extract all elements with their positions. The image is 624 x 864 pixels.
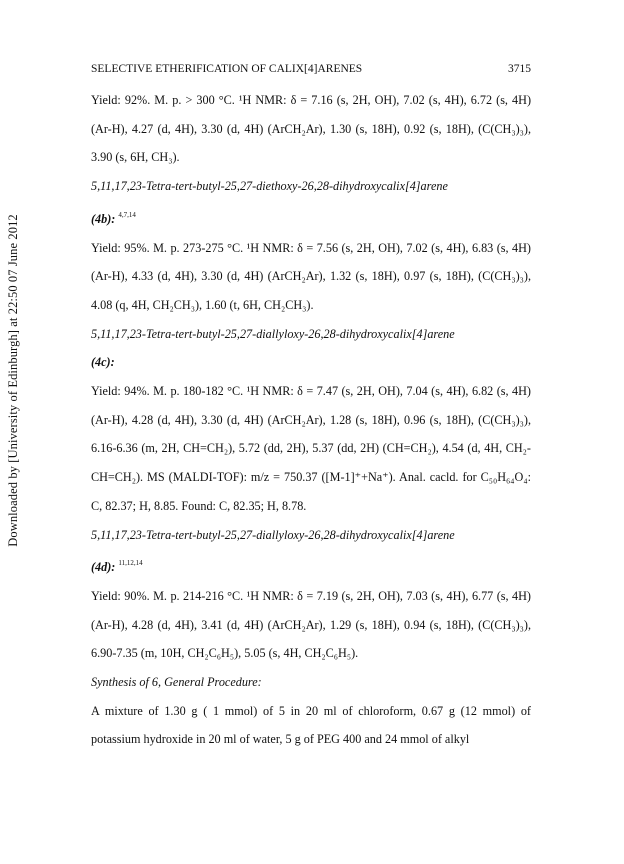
paragraph-yield-4c: Yield: 94%. M. p. 180-182 °C. ¹H NMR: δ = 7.47 (s, 2H, OH), 7.04 (s, 4H), 6.82 (s, 4H) (Ar-H), 4.28 (d, 4H), 3.30 (d, 4H) (ArCH₂Ar), 1.28 (s, 18H), 0.96 (s, 18H), (C(CH₃)₃), 6.16-6.36 (m, 2H, CH=CH₂), 5.72 (dd, 2H), 5.37 (dd, 2H) (CH=CH₂), 4.54 (d, 4H, CH₂-CH=CH₂). MS (MALDI-TOF): m/z = 750.37 ([M-1]⁺+Na⁺). Anal. cacld. for C₅₀H₆₄O₄: C, 82.37; H, 8.85. Found: C, 82.35; H, 8.78. [91, 384, 531, 513]
compound-title-4c: 5,11,17,23-Tetra-tert-butyl-25,27-diallyloxy-26,28-dihydroxycalix[4]arene [91, 326, 455, 341]
compound-label-4c [91, 348, 531, 377]
paragraph-yield-4b: Yield: 95%. M. p. 273-275 °C. ¹H NMR: δ = 7.56 (s, 2H, OH), 7.02 (s, 4H), 6.83 (s, 4H) (Ar-H), 4.33 (d, 4H), 3.30 (d, 4H) (ArCH₂Ar), 1.32 (s, 18H), 0.97 (s, 18H), (C(CH₃)₃), 4.08 (q, 4H, CH₂CH₃), 1.60 (t, 6H, CH₂CH₃). [91, 240, 531, 312]
compound-label-4b [91, 201, 531, 234]
label-4d: (4d): [91, 560, 116, 575]
paragraph-procedure: A mixture of 1.30 g ( 1 mmol) of 5 in 20 ml of chloroform, 0.67 g (12 mmol) of potassium hydroxide in 20 ml of water, 5 g of PEG 400 and 24 mmol of alkyl [91, 703, 531, 747]
compound-title-4b: 5,11,17,23-Tetra-tert-butyl-25,27-diethoxy-26,28-dihydroxycalix[4]arene [91, 179, 448, 194]
page-number: 3715 [508, 63, 531, 75]
running-header [91, 63, 531, 75]
label-4b: (4b): [91, 211, 116, 226]
paragraph-yield-4d: Yield: 90%. M. p. 214-216 °C. ¹H NMR: δ = 7.19 (s, 2H, OH), 7.03 (s, 4H), 6.77 (s, 4H) (Ar-H), 4.28 (d, 4H), 3.41 (d, 4H) (ArCH₂Ar), 1.29 (s, 18H), 0.94 (s, 18H), (C(CH₃)₃), 6.90-7.35 (m, 10H, CH₂C₆H₅), 5.05 (s, 4H, CH₂C₆H₅). [91, 588, 531, 661]
page-body [91, 86, 531, 754]
download-note: Downloaded by [University of Edinburgh] at 22:50 07 June 2012 [5, 213, 20, 547]
compound-title-4d: 5,11,17,23-Tetra-tert-butyl-25,27-diallyloxy-26,28-dihydroxycalix[4]arene [91, 527, 455, 542]
ref-4d: 11,12,14 [118, 559, 143, 568]
paragraph-yield-4a: Yield: 92%. M. p. > 300 °C. ¹H NMR: δ = 7.16 (s, 2H, OH), 7.02 (s, 4H), 6.72 (s, 4H) (Ar-H), 4.27 (d, 4H), 3.30 (d, 4H) (ArCH₂Ar), 1.30 (s, 18H), 0.92 (s, 18H), (C(CH₃)₃), 3.90 (s, 6H, CH₃). [91, 93, 531, 165]
synthesis-heading: Synthesis of 6, General Procedure: [91, 675, 262, 690]
running-title: SELECTIVE ETHERIFICATION OF CALIX[4]ARENES [91, 63, 363, 75]
label-4c: (4c): [91, 355, 115, 370]
ref-4b: 4,7,14 [118, 210, 136, 219]
download-watermark [2, 150, 24, 610]
compound-label-4d [91, 549, 531, 582]
